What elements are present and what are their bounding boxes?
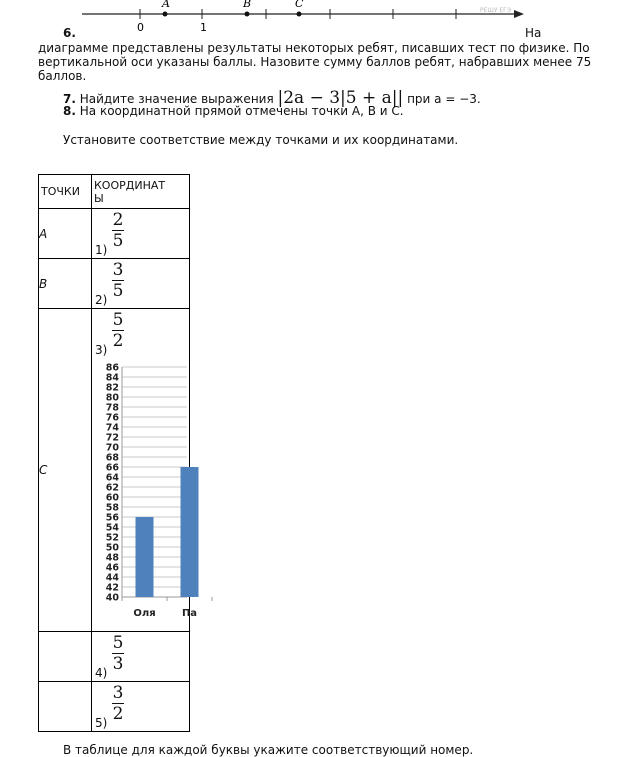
task8-number: 8. [63, 104, 76, 118]
y-tick-label: 62 [105, 482, 119, 494]
label-b: B [243, 0, 252, 10]
point-b-marker [245, 12, 250, 17]
matching-table [38, 174, 198, 732]
y-tick-label: 86 [105, 362, 119, 374]
bar-1 [181, 467, 199, 597]
y-tick-label: 68 [105, 452, 119, 464]
y-tick-label: 76 [105, 412, 119, 424]
task7-condition: при a = −3. [407, 92, 481, 106]
y-tick-label: 74 [105, 422, 119, 434]
y-tick-label: 60 [105, 492, 119, 504]
y-tick-label: 50 [105, 542, 119, 554]
y-tick-label: 42 [105, 582, 119, 594]
task6-line1: диаграмме представлены результаты некоторых ребят, писавших тест по физике. По [38, 41, 590, 55]
category-label: Оля [133, 608, 156, 619]
tick-zero: 0 [137, 21, 144, 34]
y-tick-label: 52 [105, 532, 119, 544]
task6-line3: баллов. [38, 69, 87, 83]
task8 [63, 104, 404, 118]
task6-number: 6. [63, 26, 76, 40]
coord-option-2: 2) 3 5 [92, 259, 190, 309]
y-tick-label: 82 [105, 382, 119, 394]
score-bar-chart [92, 359, 198, 629]
task7-text: Найдите значение выражения [79, 92, 274, 106]
coord-option-3: 3) 5 2 86 84 82 80 78 76 74 72 70 68 66 64 62 60 58 56 54 52 50 48 46 44 42 40 Оля Па [92, 309, 190, 632]
y-tick-label: 70 [105, 442, 119, 454]
point-a-marker [163, 12, 168, 17]
y-tick-label: 84 [105, 372, 119, 384]
watermark: РЕШУ ЕГЭ [480, 7, 512, 14]
y-tick-label: 56 [105, 512, 119, 524]
row-empty-5 [39, 682, 92, 732]
task7-number: 7. [63, 92, 76, 106]
coord-option-5: 5) 3 2 [92, 682, 190, 732]
header-points: ТОЧКИ [39, 175, 92, 209]
bar-0 [136, 517, 154, 597]
tick-one: 1 [200, 21, 207, 34]
y-tick-label: 80 [105, 392, 119, 404]
task6-tail: На [525, 26, 542, 40]
label-c: C [295, 0, 304, 10]
point-c-marker [297, 12, 302, 17]
row-empty-4 [39, 632, 92, 682]
y-tick-label: 54 [105, 522, 119, 534]
coord-option-1: 1) 2 5 [92, 209, 190, 259]
number-line [80, 0, 530, 34]
y-tick-label: 72 [105, 432, 119, 444]
task7-expression: |2a − 3|5 + a|| [277, 88, 404, 108]
y-tick-label: 44 [105, 572, 119, 584]
row-point-a: A [39, 209, 92, 259]
header-coordinates: КООРДИНАТ Ы [92, 175, 190, 209]
y-tick-label: 40 [105, 592, 119, 604]
y-tick-label: 66 [105, 462, 119, 474]
row-point-b: B [39, 259, 92, 309]
y-tick-label: 64 [105, 472, 119, 484]
category-label: Па [181, 608, 198, 619]
label-a: A [162, 0, 170, 10]
task6-line2: вертикальной оси указаны баллы. Назовите сумму баллов ребят, набравших менее 75 [38, 55, 592, 69]
row-point-c: C [39, 309, 92, 632]
coord-option-4: 4) 5 3 [92, 632, 190, 682]
footer-text: В таблице для каждой буквы укажите соответствующий номер. [63, 743, 474, 757]
y-tick-label: 78 [105, 402, 119, 414]
task8-text: На координатной прямой отмечены точки A, B и C. [79, 104, 404, 118]
y-tick-label: 46 [105, 562, 119, 574]
y-tick-label: 48 [105, 552, 119, 564]
y-tick-label: 58 [105, 502, 119, 514]
task8-instruction: Установите соответствие между точками и их координатами. [63, 133, 459, 147]
